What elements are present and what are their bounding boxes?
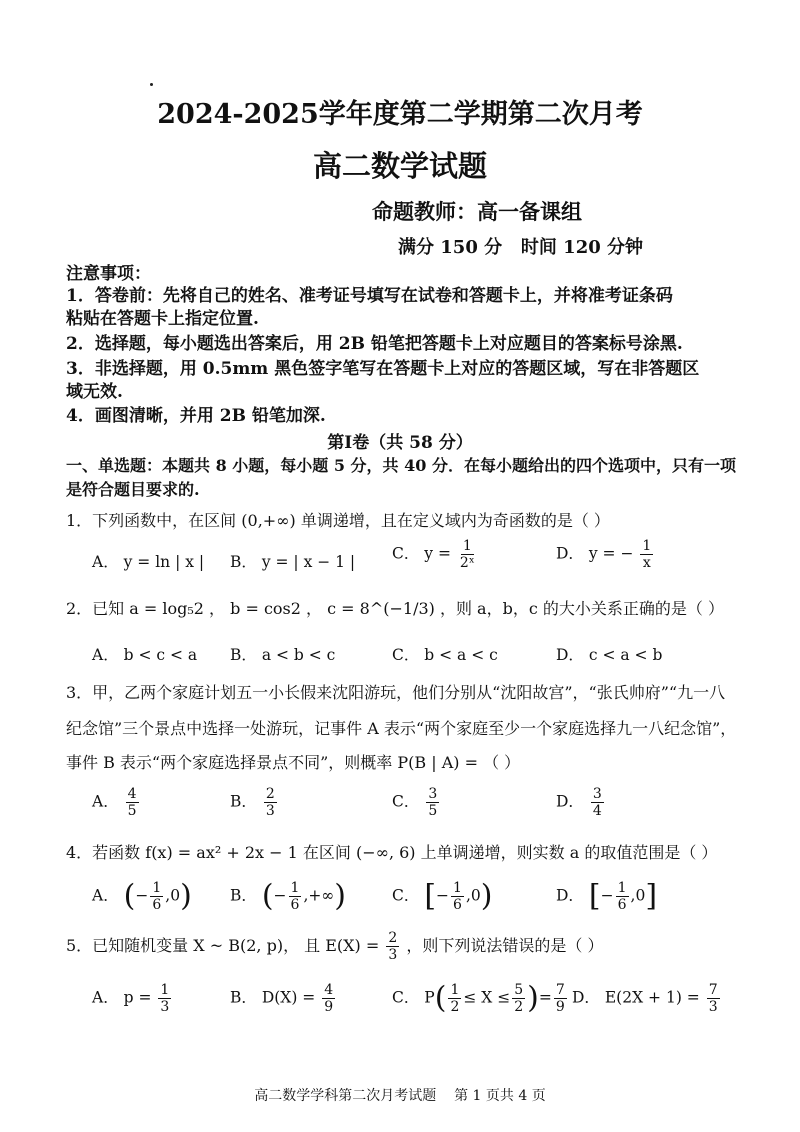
interval-tail: ,0 <box>165 886 181 905</box>
frac-den: 6 <box>152 897 162 913</box>
frac-den: 3 <box>265 803 275 819</box>
q5-stem-post: ，则下列说法错误的是（ ） <box>406 936 604 955</box>
frac-num: 1 <box>617 880 627 896</box>
q5-option-d-fraction <box>707 982 720 1015</box>
q4-option-a-fraction <box>150 880 163 913</box>
frac-den: 6 <box>453 897 462 913</box>
q5-stem-pre: 5．已知随机变量 X ~ B(2, p)， 且 E(X) = <box>66 936 380 955</box>
note-line: 3．非选择题，用 0.5mm 黑色签字笔写在答题卡上对应的答题区域，写在非答题区 <box>66 359 700 379</box>
option-label: A． <box>92 886 119 905</box>
page-footer: 高二数学学科第二次月考试题 第 1 页共 4 页 <box>254 1088 546 1104</box>
frac-num: 1 <box>453 880 462 896</box>
interval-tail: ,0 <box>465 886 481 905</box>
q5-option-a <box>92 982 173 1015</box>
left-bracket: [ <box>424 878 437 914</box>
q3-option-c-fraction <box>426 786 439 819</box>
question-4-stem: 4．若函数 f(x) = ax² + 2x − 1 在区间 (−∞, 6) 上单调递增，则实数 a 的取值范围是（ ） <box>66 843 718 862</box>
frac-num: 1 <box>462 538 472 554</box>
right-bracket: ) <box>180 878 192 914</box>
exam-score-time: 满分 150 分 时间 120 分钟 <box>398 237 644 258</box>
option-label: C． <box>392 792 420 811</box>
frac-den: 5 <box>428 803 438 819</box>
frac-den: 3 <box>708 999 718 1015</box>
interval-tail: ,0 <box>630 886 646 905</box>
q3-option-d <box>556 786 606 819</box>
right-bracket: ) <box>480 878 493 914</box>
frac-num: 2 <box>388 930 398 946</box>
q1-option-d-label: D． y = − <box>556 544 634 563</box>
q1-option-c <box>392 538 479 571</box>
q3-option-a <box>92 786 141 819</box>
q2-option-b: B． a < b < c <box>230 646 336 664</box>
note-line: 1．答卷前：先将自己的姓名、准考证号填写在试卷和答题卡上，并将准考证条码 <box>66 286 673 306</box>
frac-num: 7 <box>555 982 565 998</box>
frac-num: 4 <box>324 982 334 998</box>
section-instruction: 是符合题目要求的. <box>66 480 200 499</box>
frac-den: 9 <box>324 999 334 1015</box>
right-bracket: ] <box>645 878 658 914</box>
q5-option-c <box>392 982 569 1015</box>
q3-option-b <box>230 786 279 819</box>
q3-option-d-fraction <box>591 786 604 819</box>
frac-den: 6 <box>290 897 300 913</box>
right-paren: ) <box>527 980 539 1016</box>
option-label: D． <box>556 886 584 905</box>
frac-num: 5 <box>514 982 524 998</box>
option-label: B． <box>230 886 257 905</box>
frac-den: 2 <box>514 999 524 1015</box>
q5-option-a-fraction <box>158 982 171 1015</box>
frac-den: 3 <box>388 947 398 963</box>
q2-option-c: C． b < a < c <box>392 646 498 664</box>
option-label: A． p = <box>92 988 152 1007</box>
q3-option-c <box>392 786 441 819</box>
q4-option-b <box>230 880 346 913</box>
equals-sign: = <box>538 988 552 1007</box>
question-3-line: 事件 B 表示“两个家庭选择景点不同”，则概率 P(B | A) = （ ） <box>66 753 521 772</box>
frac-den: 2ˣ <box>459 555 475 571</box>
q4-option-b-fraction <box>289 880 302 913</box>
minus-sign: − <box>273 886 287 905</box>
q4-option-c-fraction <box>451 880 464 913</box>
q5-option-c-fraction-2 <box>512 982 525 1015</box>
frac-den: 4 <box>592 803 602 819</box>
frac-den: 2 <box>450 999 460 1015</box>
q1-option-a: A． y = ln | x | <box>92 553 205 571</box>
question-3-line: 3．甲，乙两个家庭计划五一小长假来沈阳游玩，他们分别从“沈阳故宫”，“张氏帅府”“九一八 <box>66 683 726 702</box>
section-title: 第Ⅰ卷（共 58 分） <box>327 433 473 453</box>
q1-option-c-label: C． y = <box>392 544 451 563</box>
q5-option-b <box>230 982 337 1015</box>
q5-option-c-mid: ≤ X ≤ <box>463 988 511 1007</box>
frac-num: 2 <box>265 786 275 802</box>
q4-option-a <box>92 880 192 913</box>
note-line: 4．画图清晰，并用 2B 铅笔加深. <box>66 406 326 426</box>
minus-sign: − <box>135 886 149 905</box>
frac-num: 1 <box>290 880 300 896</box>
q1-option-d <box>556 538 655 571</box>
note-line: 2．选择题，每小题选出答案后，用 2B 铅笔把答题卡上对应题目的答案标号涂黑. <box>66 334 683 354</box>
section-instruction: 一、单选题：本题共 8 小题，每小题 5 分，共 40 分．在每小题给出的四个选项中，只有一项 <box>66 456 736 475</box>
option-label: D． <box>556 792 584 811</box>
exam-subject: 高二数学试题 <box>312 149 487 183</box>
right-bracket: ) <box>334 878 347 914</box>
left-bracket: ( <box>123 878 136 914</box>
frac-num: 1 <box>152 880 162 896</box>
frac-num: 7 <box>708 982 718 998</box>
frac-den: 3 <box>160 999 170 1015</box>
option-label: B． D(X) = <box>230 988 316 1007</box>
frac-num: 3 <box>428 786 438 802</box>
frac-den: x <box>642 555 651 571</box>
q1-option-c-fraction <box>458 538 477 571</box>
option-label: D． E(2X + 1) = <box>572 988 700 1007</box>
left-paren: ( <box>434 980 447 1016</box>
frac-num: 1 <box>450 982 460 998</box>
frac-num: 3 <box>592 786 602 802</box>
notes-heading: 注意事项： <box>66 264 151 284</box>
frac-num: 4 <box>127 786 137 802</box>
q1-option-d-fraction <box>640 538 653 571</box>
note-line: 域无效. <box>66 382 123 402</box>
minus-sign: − <box>600 886 614 905</box>
note-line: 粘贴在答题卡上指定位置. <box>66 309 259 329</box>
option-label: B． <box>230 792 257 811</box>
minus-sign: − <box>436 886 450 905</box>
frac-den: 9 <box>555 999 565 1015</box>
option-label: A． <box>92 792 119 811</box>
q2-option-a: A． b < c < a <box>92 646 198 664</box>
frac-den: 6 <box>617 897 627 913</box>
question-3-line: 纪念馆”三个景点中选择一处游玩，记事件 A 表示“两个家庭至少一个家庭选择九一八纪念馆”， <box>66 719 737 738</box>
exam-title: 2024-2025学年度第二学期第二次月考 <box>157 99 643 130</box>
q4-option-c <box>392 880 492 913</box>
question-5-stem <box>66 930 604 963</box>
question-1-stem: 1．下列函数中，在区间 (0,+∞) 单调递增，且在定义域内为奇函数的是（ ） <box>66 511 610 530</box>
q2-option-d: D． c < a < b <box>556 646 663 664</box>
q4-option-d-fraction <box>616 880 629 913</box>
frac-den: 5 <box>127 803 137 819</box>
q3-option-a-fraction <box>126 786 139 819</box>
q4-option-d <box>556 880 657 913</box>
q5-option-d <box>572 982 722 1015</box>
q5-option-b-fraction <box>322 982 335 1015</box>
q1-option-b: B． y = | x − 1 | <box>230 553 356 571</box>
q3-option-b-fraction <box>264 786 277 819</box>
interval-tail: ,+∞ <box>303 886 335 905</box>
frac-num: 1 <box>642 538 652 554</box>
q5-stem-fraction <box>386 930 399 963</box>
left-bracket: [ <box>588 878 601 914</box>
option-label: C． P <box>392 988 435 1007</box>
frac-num: 1 <box>160 982 170 998</box>
question-2-stem: 2．已知 a = log₅2 ， b = cos2 ， c = 8^(−1/3) ，则 a，b，c 的大小关系正确的是（ ） <box>66 599 724 618</box>
option-label: C． <box>392 886 420 905</box>
q5-option-c-fraction-1 <box>448 982 461 1015</box>
q5-option-c-fraction-3 <box>554 982 567 1015</box>
exam-teacher: 命题教师：高一备课组 <box>372 199 582 224</box>
scan-speck <box>150 83 153 86</box>
left-bracket: ( <box>261 878 274 914</box>
